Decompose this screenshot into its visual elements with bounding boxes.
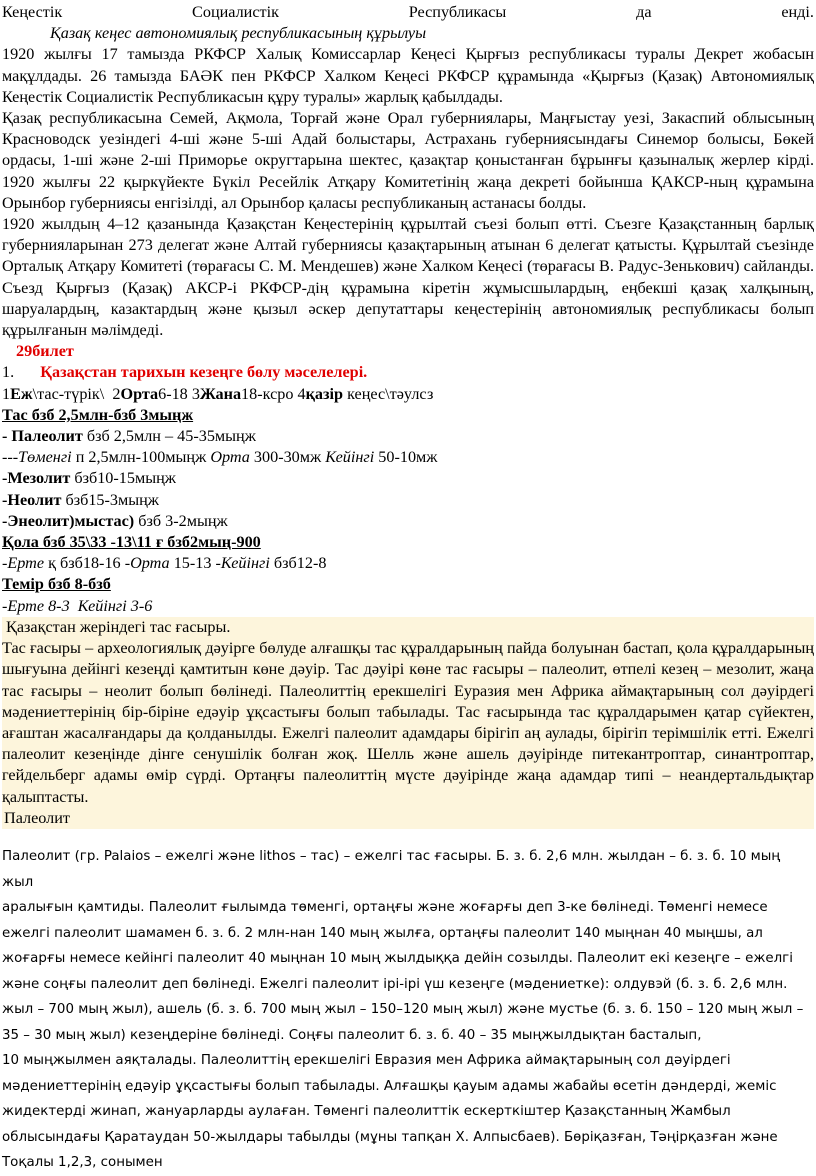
paleolit-subtitle: Палеолит: [4, 808, 70, 827]
period-text: \тас-түрік\: [32, 384, 113, 403]
neolit-range: бзб15-3мыңж: [61, 490, 159, 509]
ticket-heading: 29билет: [16, 342, 74, 361]
paleolit-range: бзб 2,5млн – 45-35мыңж: [82, 427, 256, 446]
mesolit-label: -Мезолит: [2, 469, 71, 488]
paleolit-line: [2, 426, 814, 447]
document-body: [2, 2, 814, 829]
subperiod-late: Кейінгі: [325, 448, 375, 467]
subperiod-value: п 2,5млн-100мыңж: [71, 448, 211, 467]
subperiod-value: 50-10мж: [374, 448, 438, 467]
text-line: аралығын қамтиды. Палеолит ғылымда төменгі, ортаңғы және жоғарғы деп 3-ке бөлінеді. Төменгі немесе: [2, 900, 768, 915]
question-number: 1.: [2, 363, 15, 382]
paragraph-territory: Қазақ республикасына Семей, Ақмола, Торғай және Орал губерниялары, Маңғыстау уезі, Закаспий облысының Красноводск уезіндегі 4-ші және 5-ші Адай болыстары, Астрахань губерниясындағы Синемор болысы, Бөкей ордасы, 1-ші және 2-ші Приморье округтарына шектес, қазақтар қоныстанған бұрынғы қазыналық жерлер кірді. 1920 жылғы 22 қыркүйекте Бүкіл Ресейлік Атқару Комитетінің жаңа декреті бойынша ҚАКСР-ның құрамына Орынбор губерниясы енгізілді, ал Орынбор қаласы республиканың астанасы болды.: [2, 109, 814, 212]
subperiod-early: -Ерте: [2, 554, 45, 573]
iron-subperiods: -Ерте 8-3 Кейінгі 3-6: [2, 596, 153, 615]
top-word: да: [636, 3, 652, 21]
top-word: Социалистік: [192, 3, 279, 21]
highlighted-section: [2, 617, 814, 829]
text-line: 10 мыңжылмен аяқталады. Палеолиттің ерекшелігі Евразия мен Африка аймақтарының сол дәуірдегі: [2, 1053, 731, 1068]
text-line: ежелгі палеолит шамамен б. з. б. 2 млн-нан 140 мың жылға, ортаңғы палеолит 140 мыңнан 40 мыңшы, ал: [2, 925, 763, 941]
paleolit-description: [2, 844, 814, 1176]
period-number: 1: [2, 384, 11, 403]
stone-age-heading: Тас бзб 2,5млн-бзб 3мыңж: [2, 405, 194, 424]
eneolit-range: бзб 3-2мыңж: [134, 511, 228, 530]
periods-line: [2, 384, 814, 405]
top-word: Республикасы: [408, 3, 507, 21]
text-line: жыл – 700 мың жыл), ашель (б. з. б. 700 мың жыл – 150–120 мың жыл) және мустье (б. з. б. 150 – 120 мың жыл –: [2, 1002, 804, 1017]
neolit-label: -Неолит: [2, 490, 62, 509]
text-line: жидектерді жинап, жануарларды аулаған. Төменгі палеолиттік ескерткіштер Қазақстанның Жамбыл: [2, 1104, 731, 1119]
paragraph-congress: 1920 жылдың 4–12 қазанында Қазақстан Кеңестерінің құрылтай съезі болып өтті. Съезге Қазақстанның барлық губернияларынан 273 делегат және Алтай губерниясы қазақтарының атынан 6 делегат қатысты. Құрылтай съезінде Орталық Атқару Комитеті (төрағасы С. М. Мендешев) және Халком Кеңесі (төрағасы В. Радус-Зенькович) сайланды. Съезд Қырғыз (Қазақ) АКСР-і РКФСР-дің құрамына кіретін жұмысшылардың, еңбекші қазақ халқының, шаруалардың, казактардың және қызыл әскер депутаттары кеңестерінің автономиялық республикасы болып құрылғанын мәлімдеді.: [2, 215, 814, 340]
paleolit-subperiods: [2, 447, 814, 468]
paleolit-label: - Палеолит: [2, 427, 83, 446]
text-line: мәдениеттерінің едәуір ұқсастығы болып табылады. Алғашқы қауым адамы жабайы өсетін дәндерді, жеміс: [2, 1078, 777, 1094]
period-name: қазір: [305, 384, 344, 403]
eneolit-line: [2, 511, 814, 532]
subheading: Қазақ кеңес автономиялық республикасының құрылуы: [50, 24, 427, 43]
stone-age-title: Қазақстан жеріндегі тас ғасыры.: [2, 617, 231, 636]
top-word: Кеңестік: [2, 3, 63, 21]
paragraph-decree: 1920 жылғы 17 тамызда РКФСР Халық Комиссарлар Кеңесі Қырғыз республикасы туралы Декрет жобасын мақұлдады. 26 тамызда БАӘК пен РКФСР Халком Кеңесі РКФСР құрамында «Қырғыз (Қазақ) Автономиялық Кеңестік Социалистік Республикасын құру туралы» жарлық қабылдады.: [2, 45, 814, 106]
period-text: 18-ксро: [241, 384, 298, 403]
question-title: Қазақстан тарихын кезеңге бөлу мәселелері.: [40, 363, 368, 382]
text-line: Палеолит (гр. Palaios – ежелгі және lithos – тас) – ежелгі тас ғасыры. Б. з. б. 2,6 млн. жылдан – б. з. б. 10 мың жыл: [2, 849, 781, 890]
dash-prefix: ---: [2, 448, 19, 467]
period-text: 6-18: [158, 384, 192, 403]
text-line: 35 – 30 мың жыл) кезеңдеріне бөлінеді. Соңғы палеолит б. з. б. 40 – 35 мыңжылдықтан басталып,: [2, 1027, 702, 1043]
neolit-line: [2, 490, 814, 511]
subperiod-value: бзб12-8: [269, 554, 327, 573]
eneolit-label: -Энеолит)мыстас): [2, 511, 135, 530]
subperiod-value: қ бзб18-16: [44, 554, 125, 573]
mesolit-line: [2, 468, 814, 489]
subperiod-lower: Төменгі: [18, 448, 72, 467]
text-line: облысындағы Қаратаудан 50-жылдары табылды (мұны тапқан Х. Алпысбаев). Бөріқазған, Тәңірқазған және: [2, 1129, 778, 1145]
period-name: Орта: [120, 384, 159, 403]
period-text: кеңес\тәулсз: [343, 384, 434, 403]
text-line: жоғарғы немесе кейінгі палеолит 40 мыңнан 10 мың жылдыққа дейін созылды. Палеолит екі кезеңге – ежелгі: [2, 951, 793, 966]
period-number: 3: [191, 384, 200, 403]
subperiod-late: -Кейінгі: [215, 554, 270, 573]
iron-age-heading: Темір бзб 8-бзб: [2, 575, 111, 594]
subperiod-middle: -Орта: [124, 554, 170, 573]
top-word: енді.: [781, 3, 814, 21]
stone-age-paragraph: Тас ғасыры – археологиялық дәуірге бөлуде алғашқы тас құралдарының пайда болуынан бастап, қола құралдарының шығуына дейінгі кезеңді қамтитын көне дәуір. Тас дәуірі көне тас ғасыры – палеолит, өтпелі кезең – мезолит, жаңа тас ғасыры – неолит болып бөлінеді. Палеолиттің ерекшелігі Еуразия мен Африка аймақтарының сол дәуірдегі мәдениеттерінің бір-біріне едәуір ұқсастығы болып табылады. Тас ғасырында тас құралдарымен қатар сүйектен, ағаштан жасалғандары да қолданылды. Ежелгі палеолит адамдары бірігіп аң аулады, бірігіп терімшілік етті. Ежелгі палеолит кезеңінде дінге сенушілік болған жоқ. Шелль және ашель дәуірінде питекантроптар, синантроптар, гейдельберг адамы өмір сүрді. Ортаңғы палеолиттің мүсте дәуірінде жаңа адамдар типі – неандертальдықтар қалыптасты.: [2, 639, 814, 806]
bronze-subperiods: [2, 553, 814, 574]
question-line: [2, 362, 814, 383]
subperiod-value: 15-13: [169, 554, 216, 573]
top-line: [2, 2, 814, 23]
text-line: және соңғы палеолит деп бөлінеді. Ежелгі палеолит ірі-ірі үш кезеңге (мәдениетке): олдувэй (б. з. б. 2,6 млн.: [2, 976, 788, 992]
period-number: 4: [297, 384, 306, 403]
subperiod-value: 300-30мж: [249, 448, 326, 467]
period-number: 2: [112, 384, 121, 403]
period-name: Жана: [199, 384, 242, 403]
subperiod-middle: Орта: [210, 448, 250, 467]
text-line: Тоқалы 1,2,3, сонымен: [2, 1155, 163, 1170]
period-name: Еж: [10, 384, 33, 403]
bronze-age-heading: Қола бзб 35\33 -13\11 ғ бзб2мың-900: [2, 533, 261, 552]
mesolit-range: бзб10-15мыңж: [70, 469, 176, 488]
